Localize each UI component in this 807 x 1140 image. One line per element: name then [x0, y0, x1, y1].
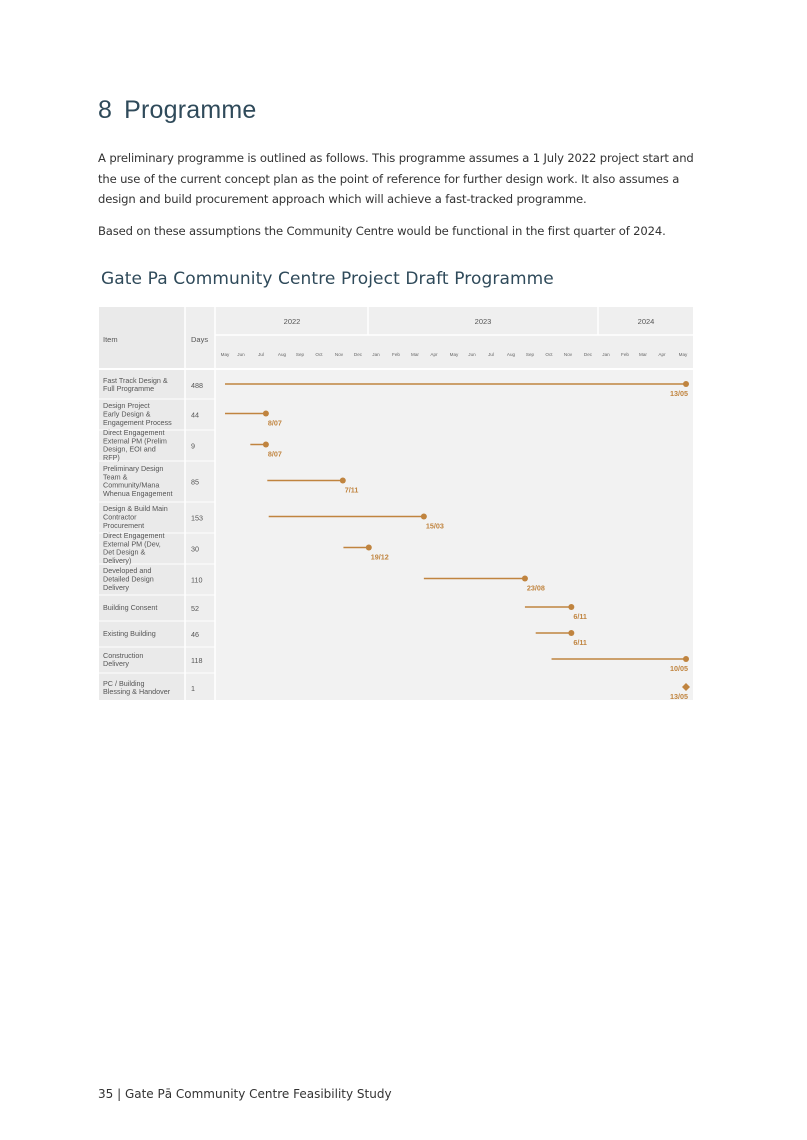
page-footer: 35 | Gate Pā Community Centre Feasibility Study [98, 1087, 392, 1101]
task-end-dot [568, 604, 574, 610]
section-heading [98, 96, 257, 125]
month-label: Apr [430, 352, 438, 357]
task-end-label: 6/11 [573, 638, 587, 647]
month-label: Oct [545, 352, 553, 357]
month-label: Jan [372, 352, 380, 357]
task-end-dot [263, 411, 269, 417]
task-days: 30 [191, 544, 199, 554]
task-end-label: 8/07 [267, 449, 282, 459]
task-days: 52 [191, 604, 199, 613]
month-label: Feb [392, 352, 400, 357]
task-name: PC / Building Blessing & Handover [103, 678, 171, 697]
task-days: 1 [191, 684, 195, 693]
month-label: Dec [583, 352, 593, 357]
days-column-header: Days [191, 335, 209, 344]
task-days: 85 [191, 477, 199, 487]
month-label: Jul [488, 352, 494, 357]
task-days: 153 [191, 513, 203, 523]
year-label: 2022 [283, 317, 301, 326]
month-label: Sep [525, 352, 535, 357]
gantt-chart [99, 307, 693, 700]
task-end-label: 6/11 [573, 612, 587, 621]
task-end-label: 10/05 [670, 664, 688, 673]
task-end-label: 15/03 [425, 521, 444, 531]
task-end-label: 7/11 [344, 485, 359, 495]
task-end-dot [340, 478, 346, 484]
month-label: Jan [602, 352, 610, 357]
month-label: May [220, 352, 230, 357]
month-label: Nov [563, 352, 573, 357]
chart-title: Gate Pa Community Centre Project Draft Programme [101, 269, 554, 289]
task-end-dot [263, 442, 269, 448]
month-label: Jul [258, 352, 264, 357]
task-name: Building Consent [103, 603, 158, 612]
task-days: 46 [191, 630, 199, 639]
task-days: 488 [191, 381, 203, 390]
task-days: 118 [191, 656, 203, 665]
month-label: May [678, 352, 688, 357]
month-label: May [449, 352, 459, 357]
task-end-label: 13/05 [670, 692, 688, 700]
month-label: Aug [506, 352, 516, 357]
task-end-dot [683, 381, 689, 387]
task-name: Construction Delivery [103, 650, 144, 669]
month-label: Mar [411, 352, 419, 357]
month-label: Sep [295, 352, 305, 357]
task-name: Developed and Detailed Design Delivery [103, 566, 154, 592]
task-name: Design & Build Main Contractor Procurement [103, 504, 168, 530]
year-label: 2023 [474, 317, 492, 326]
task-end-dot [568, 630, 574, 636]
month-label: Apr [658, 352, 666, 357]
task-end-label: 19/12 [370, 552, 389, 562]
year-label: 2024 [637, 317, 655, 326]
task-name: Design Project Early Design & Engagement Process [103, 401, 172, 427]
task-end-label: 13/05 [670, 389, 688, 398]
month-label: Mar [639, 352, 647, 357]
task-end-label: 8/07 [267, 418, 282, 428]
section-title: Programme [124, 96, 257, 124]
days-column-background [185, 307, 215, 700]
task-days: 9 [191, 441, 195, 451]
intro-paragraph: A preliminary programme is outlined as follows. This programme assumes a 1 July 2022 project start and the use of the current concept plan as the point of reference for further design work. It also assumes a design and build procurement approach which will achieve a fast-tracked programme. [98, 151, 694, 206]
month-label: Aug [277, 352, 287, 357]
task-name: Direct Engagement External PM (Prelim Design, EOI and RFP) [103, 427, 167, 463]
task-days: 44 [191, 410, 199, 420]
task-end-label: 23/08 [526, 583, 545, 593]
task-name: Existing Building [103, 629, 156, 638]
task-end-dot [421, 514, 427, 520]
month-label: Oct [315, 352, 323, 357]
task-name: Fast Track Design & Full Programme [103, 375, 168, 394]
task-name: Preliminary Design Team & Community/Mana Whenua Engagement [103, 463, 173, 499]
month-label: Jun [237, 352, 245, 357]
section-number: 8 [98, 96, 113, 124]
month-label: Nov [334, 352, 344, 357]
month-label: Feb [621, 352, 629, 357]
task-end-dot [683, 656, 689, 662]
task-name: Direct Engagement External PM (Dev, Det Design & Delivery) [103, 530, 165, 566]
month-label: Dec [353, 352, 363, 357]
assumption-paragraph: Based on these assumptions the Community Centre would be functional in the first quarter of 2024. [98, 224, 666, 238]
task-end-dot [366, 545, 372, 551]
month-label: Jun [468, 352, 476, 357]
task-end-dot [522, 576, 528, 582]
item-column-header: Item [103, 335, 118, 344]
task-days: 110 [191, 575, 203, 585]
